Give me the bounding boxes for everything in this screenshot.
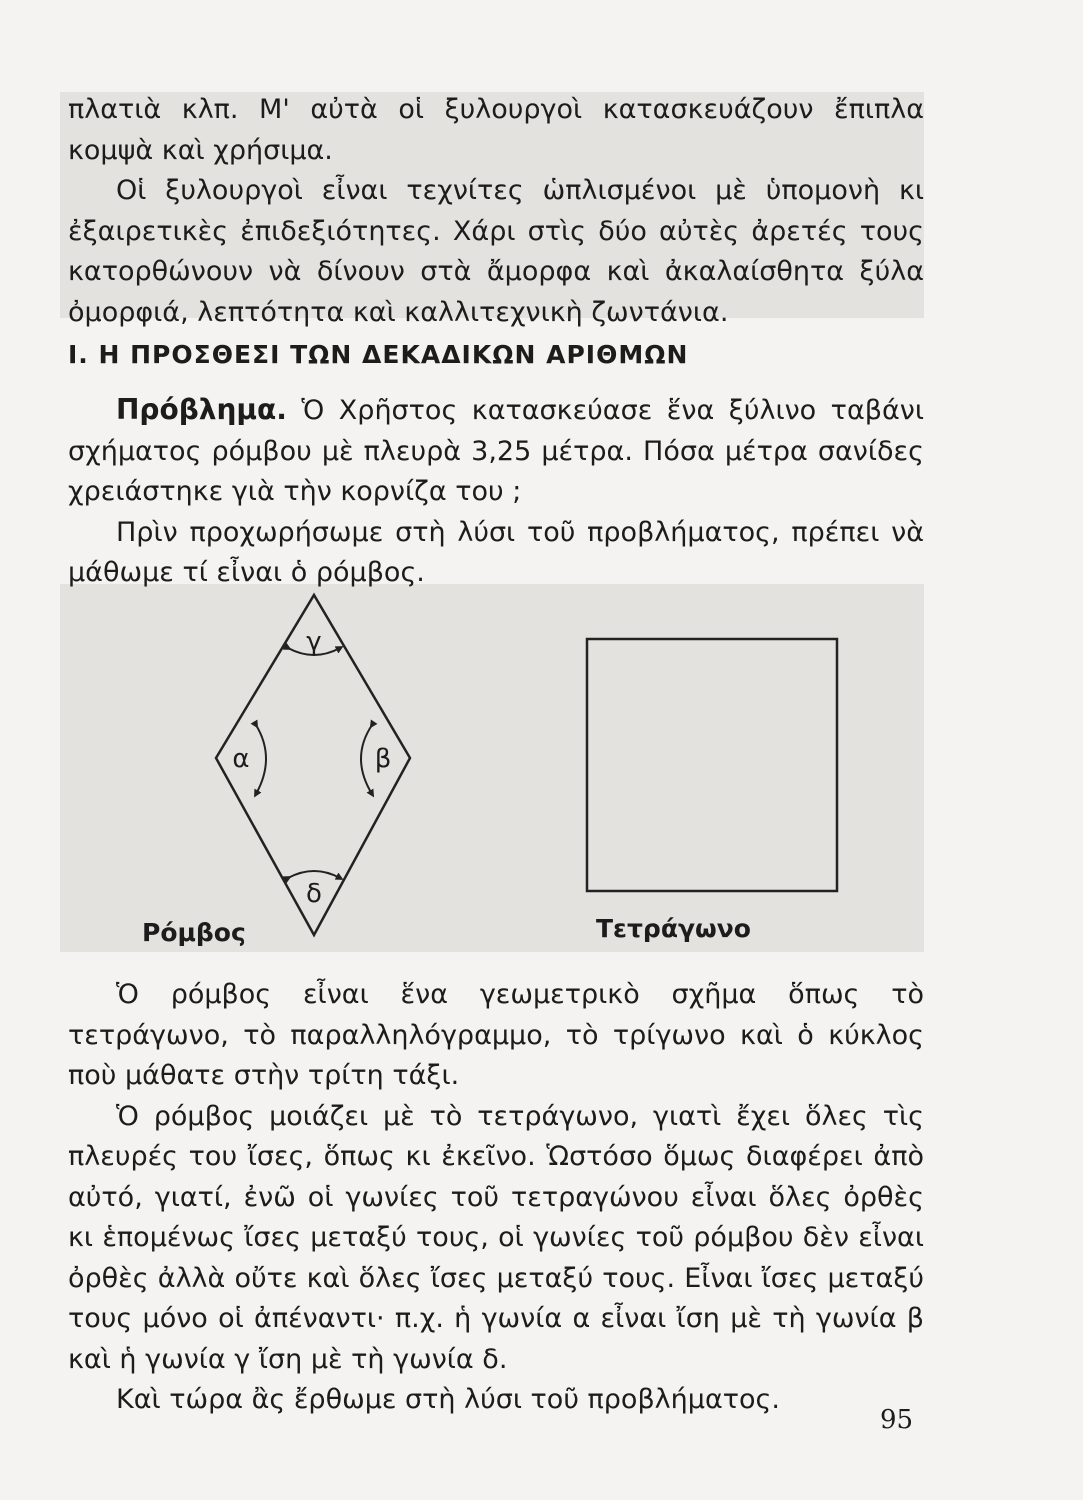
problem-text: Ὁ Χρῆστος κατασκεύασε ἕνα ξύλινο ταβάνι σχήματος ρόμβου μὲ πλευρὰ 3,25 μέτρα. Πόσα μέτρα σανίδες χρειάστηκε γιὰ τὴν κορνίζα του ;: [68, 395, 924, 507]
problem-label: Πρόβλημα.: [116, 393, 287, 426]
square-caption: Τετράγωνο: [596, 914, 751, 943]
problem-block: [68, 390, 924, 594]
angle-label-beta: β: [374, 744, 392, 774]
body-paragraph-2: Ὁ ρόμβος μοιάζει μὲ τὸ τετράγωνο, γιατὶ ἔχει ὅλες τὶς πλευρές του ἴσες, ὅπως κι ἐκεῖνο. Ὡστόσο ὅμως διαφέρει ἀπὸ αὐτό, γιατί, ἐνῶ οἱ γωνίες τοῦ τετραγώνου εἶναι ὅλες ὀρθὲς κι ἑπομένως ἴσες μεταξύ τους, οἱ γωνίες τοῦ ρόμβου δὲν εἶναι ὀρθὲς ἀλλὰ οὔτε καὶ ὅλες ἴσες μεταξύ τους. Εἶναι ἴσες μεταξύ τους μόνο οἱ ἀπέναντι· π.χ. ἡ γωνία α εἶναι ἴση μὲ τὴ γωνία β καὶ ἡ γωνία γ ἴση μὲ τὴ γωνία δ.: [68, 1100, 924, 1375]
angle-label-alpha: α: [232, 744, 250, 774]
rhombus-caption: Ρόμβος: [142, 918, 246, 947]
body-paragraph-1: Ὁ ρόμβος εἶναι ἕνα γεωμετρικὸ σχῆμα ὅπως τὸ τετράγωνο, τὸ παραλληλόγραμμο, τὸ τρίγωνο καὶ ὁ κύκλος ποὺ μάθατε στὴν τρίτη τάξι.: [68, 979, 924, 1091]
page-number: 95: [880, 1405, 914, 1435]
problem-paragraph: [68, 390, 924, 513]
problem-followup: Πρὶν προχωρήσωμε στὴ λύσι τοῦ προβλήματος, πρέπει νὰ μάθωμε τί εἶναι ὁ ρόμβος.: [68, 516, 924, 588]
body-paragraph-3: Καὶ τώρα ἂς ἔρθωμε στὴ λύσι τοῦ προβλήματος.: [116, 1384, 780, 1415]
square-shape: [587, 639, 837, 891]
shapes-diagram: [0, 580, 1083, 960]
shapes-figure: [0, 580, 1083, 960]
intro-line: πλατιὰ κλπ. Μ' αὐτὰ οἱ ξυλουργοὶ κατασκευάζουν ἔπιπλα κομψὰ καὶ χρήσιμα.: [68, 94, 924, 166]
angle-arc-right: [361, 725, 372, 794]
angle-arc-bottom: [288, 871, 340, 878]
intro-block: [68, 90, 924, 333]
angle-label-delta: δ: [306, 879, 322, 909]
section-heading: Ι. Η ΠΡΟΣΘΕΣΙ ΤΩΝ ΔΕΚΑΔΙΚΩΝ ΑΡΙΘΜΩΝ: [68, 340, 689, 369]
intro-paragraph: Οἱ ξυλουργοὶ εἶναι τεχνίτες ὡπλισμένοι μὲ ὑπομονὴ κι ἐξαιρετικὲς ἐπιδεξιότητες. Χάρι στὶς δύο αὐτὲς ἀρετές τους κατορθώνουν νὰ δίνουν στὰ ἄμορφα καὶ ἀκαλαίσθητα ξύλα ὀμορφιά, λεπτότητα καὶ καλλιτεχνικὴ ζωντάνια.: [68, 175, 924, 328]
angle-arc-left: [256, 725, 266, 794]
angle-label-gamma: γ: [306, 627, 322, 657]
body-block: [68, 975, 924, 1421]
